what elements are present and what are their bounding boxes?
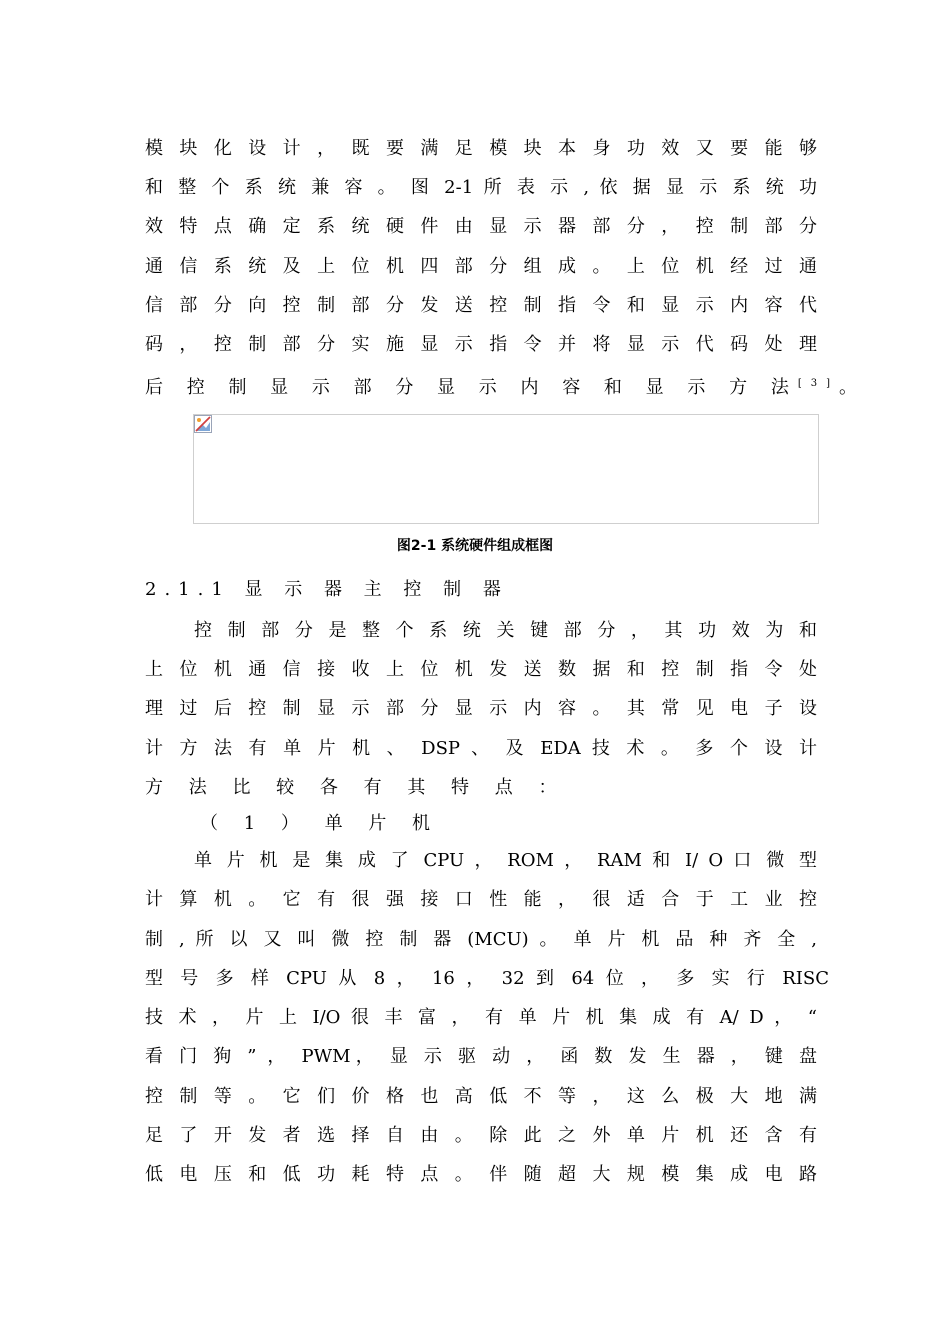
paragraph-line: 低 电 压 和 低 功 耗 特 点 。 伴 随 超 大 规 模 集 成 电 路 [145,1164,817,1185]
paragraph-line: 看 门 狗 ” ， PWM， 显 示 驱 动 ， 函 数 发 生 器 ， 键 盘 [145,1046,817,1067]
paragraph-line: 型 号 多 样 CPU 从 8 ， 16 ， 32 到 64 位 ， 多 实 行 RISC [145,968,829,989]
paragraph-line-last: 方 法 比 较 各 有 其 特 点 ： [145,777,567,798]
paragraph-line: 效 特 点 确 定 系 统 硬 件 由 显 示 器 部 分 ， 控 制 部 分 [145,216,817,237]
paragraph-line: 信 部 分 向 控 制 部 分 发 送 控 制 指 令 和 显 示 内 容 代 [145,295,817,316]
paragraph-line: 足 了 开 发 者 选 择 自 由 。 除 此 之 外 单 片 机 还 含 有 [145,1125,817,1146]
figure-image-placeholder [193,414,819,524]
paragraph-line: 理 过 后 控 制 显 示 部 分 显 示 内 容 。 其 常 见 电 子 设 [145,698,817,719]
paragraph-line: 和 整 个 系 统 兼 容 。 图 2-1 所 表 示 , 依 据 显 示 系 统 功 [145,177,817,198]
paragraph-line: 单 片 机 是 集 成 了 CPU ， ROM ， RAM 和 I/ O 口 微 型 [194,850,817,871]
paragraph-line: 控 制 等 。 它 们 价 格 也 高 低 不 等 ， 这 么 极 大 地 满 [145,1086,817,1107]
paragraph-line: 模 块 化 设 计 ， 既 要 满 足 模 块 本 身 功 效 又 要 能 够 [145,138,817,159]
paragraph-line: 上 位 机 通 信 接 收 上 位 机 发 送 数 据 和 控 制 指 令 处 [145,659,817,680]
paragraph-line: 控 制 部 分 是 整 个 系 统 关 键 部 分 ， 其 功 效 为 和 [194,620,817,641]
paragraph-line: 计 方 法 有 单 片 机 、 DSP 、 及 EDA 技 术 。 多 个 设 计 [145,738,817,759]
paragraph-text: 后 控 制 显 示 部 分 显 示 内 容 和 显 示 方 法 [145,377,798,398]
broken-image-icon [194,415,212,433]
section-heading: 2.1.1 显 示 器 主 控 制 器 [145,579,509,600]
figure-caption: 图2-1 系统硬件组成框图 [396,538,554,554]
subsection-heading: （ 1 ） 单 片 机 [200,813,441,834]
paragraph-line: 通 信 系 统 及 上 位 机 四 部 分 组 成 。 上 位 机 经 过 通 [145,256,817,277]
paragraph-line: 计 算 机 。 它 有 很 强 接 口 性 能 ， 很 适 合 于 工 业 控 [145,889,817,910]
paragraph-end: 。 [839,377,866,398]
paragraph-line-last [145,372,866,400]
reference-marker[interactable]: [3] [797,378,839,389]
paragraph-line: 码 ， 控 制 部 分 实 施 显 示 指 令 并 将 显 示 代 码 处 理 [145,334,817,355]
paragraph-line: 技 术 ， 片 上 I/O 很 丰 富 ， 有 单 片 机 集 成 有 A/ D ， “ [145,1007,817,1028]
paragraph-line: 制 , 所 以 又 叫 微 控 制 器 (MCU) 。 单 片 机 品 种 齐 全 , [145,929,817,950]
